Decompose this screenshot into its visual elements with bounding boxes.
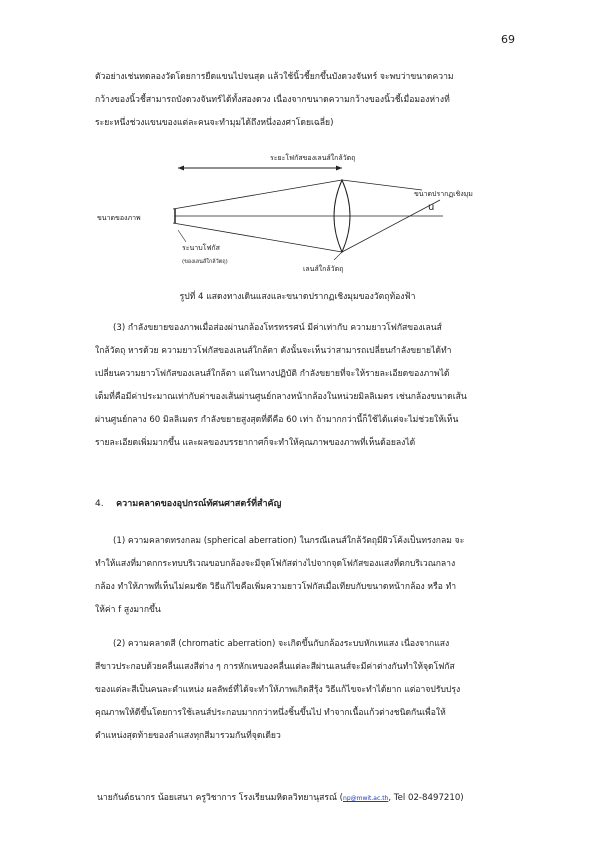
text-line: ตัวอย่างเช่นทดลองวัดโดยการยืดแขนไปจนสุด แล้วใช้นิ้วชี้ยกขึ้นบังดวงจันทร์ จะพบว่าขนาดความ [95,72,454,82]
text-line: คุณภาพให้ดีขึ้นโดยการใช้เลนส์ประกอบมากกว่าหนึ่งชิ้นขึ้นไป ทำจากเนื้อแก้วต่างชนิดกันเพื่อให้ [95,708,446,718]
paragraph-spherical-aberration [95,530,527,622]
text-line: กล้อง ทำให้ภาพที่เห็นไม่คมชัด วิธีแก้ไขคือเพิ่มความยาวโฟกัสเมื่อเทียบกับขนาดหน้ากล้อง หรือ ทำ [95,582,457,592]
figure-caption: รูปที่ 4 แสดงทางเดินแสงและขนาดปรากฏเชิงมุมของวัตถุท้องฟ้า [179,292,416,302]
section-number: 4. [95,499,104,509]
footer-phone: , Tel 02-8497210) [388,793,464,803]
text-line: ระยะหนึ่งช่วงแขนของแต่ละคนจะทำมุมได้ถึงหนึ่งองศาโดยเฉลี่ย) [95,118,334,128]
label-apparent-size: ขนาดปรากฏเชิงมุม [414,190,473,198]
label-u: u [428,202,435,213]
paragraph-magnification [95,317,527,455]
ray-upper [173,180,342,209]
paragraph-intro [95,66,527,135]
section-title: ความคลาดของอุปกรณ์ทัศนศาสตร์ที่สำคัญ [116,499,282,509]
footer [97,790,464,804]
ray-incoming-upper [342,180,422,190]
text-line: (2) ความคลาดสี (chromatic aberration) จะเกิดขึ้นกับกล้องระบบหักเหแสง เนื่องจากแสง [113,639,450,649]
text-line: กว้างของนิ้วชี้สามารถบังดวงจันทร์ได้ทั้งสองดวง เนื่องจากขนาดความกว้างของนิ้วชี้เมื่อมองห่างที่ [95,95,450,105]
arrowhead-left [178,166,184,171]
text-line: ตำแหน่งสุดท้ายของลำแสงทุกสีมารวมกันที่จุดเดียว [95,731,281,741]
text-line: เปลี่ยนความยาวโฟกัสของเลนส์ใกล้ตา แต่ในทางปฏิบัติ กำลังขยายที่จะให้รายละเอียดของภาพได้ [95,369,450,379]
label-focal-plane-sub: (ของเลนส์ใกล้วัตถุ) [182,259,228,265]
ray-incoming-lower [342,200,440,252]
text-line: ให้ค่า f สูงมากขึ้น [95,605,161,615]
text-line: ทำให้แสงที่มาตกกระทบบริเวณขอบกล้องจะมีจุดโฟกัสต่างไปจากจุดโฟกัสของแสงที่ตกบริเวณกลาง [95,559,456,569]
text-line: ใกล้วัตถุ หารด้วย ความยาวโฟกัสของเลนส์ใกล้ตา ดังนั้นจะเห็นว่าสามารถเปลี่ยนกำลังขยายได้ทำ [95,346,452,356]
text-line: เต็มที่คือมีค่าประมาณเท่ากับค่าของเส้นผ่านศูนย์กลางหน้ากล้องในหน่วยมิลลิเมตร เช่นกล้องขนาดเส้น [95,392,467,402]
section-heading [95,496,281,510]
text-line: (3) กำลังขยายของภาพเมื่อส่องผ่านกล้องโทรทรรศน์ มีค่าเท่ากับ ความยาวโฟกัสของเลนส์ [113,323,442,333]
footer-author: นายกันต์ธนากร น้อยเสนา ครูวิชาการ โรงเรียนมหิดลวิทยานุสรณ์ ( [97,793,344,803]
text-line: รายละเอียดเพิ่มมากขึ้น และผลของบรรยากาศก็จะทำให้คุณภาพของภาพที่เห็นด้อยลงได้ [95,438,416,448]
label-objective-lens: เลนส์ใกล้วัตถุ [303,265,344,273]
label-object-size: ขนาดของภาพ [97,214,141,222]
lens-pointer [334,252,342,260]
arrowhead-right [336,166,342,171]
focal-plane-pointer [178,230,186,242]
footer-email-link[interactable]: np@mwit.ac.th [343,795,389,802]
label-focal-length: ระยะโฟกัสของเลนส์ใกล้วัตถุ [270,154,356,162]
page-number: 69 [501,33,515,46]
text-line: ของแต่ละสีเป็นคนละตำแหน่ง ผลลัพธ์ที่ได้จะทำให้ภาพเกิดสีรุ้ง วิธีแก้ไขจะทำได้ยาก แต่อาจปรับปรุง [95,685,461,695]
label-focal-plane: ระนาบโฟกัส [182,244,220,252]
optics-diagram [0,150,595,280]
text-line: ผ่านศูนย์กลาง 60 มิลลิเมตร กำลังขยายสูงสุดที่ดีคือ 60 เท่า ถ้ามากกว่านี้ก็ใช้ได้แต่จะไม่ช่วยให้เห็น [95,415,459,425]
paragraph-chromatic-aberration [95,633,527,748]
text-line: สีขาวประกอบด้วยคลื่นแสงสีต่าง ๆ การหักเหของคลื่นแต่ละสีผ่านเลนส์จะมีค่าต่างกันทำให้จุดโฟกัส [95,662,455,672]
text-line: (1) ความคลาดทรงกลม (spherical aberration) ในกรณีเลนส์ใกล้วัตถุมีผิวโค้งเป็นทรงกลม จะ [113,536,465,546]
